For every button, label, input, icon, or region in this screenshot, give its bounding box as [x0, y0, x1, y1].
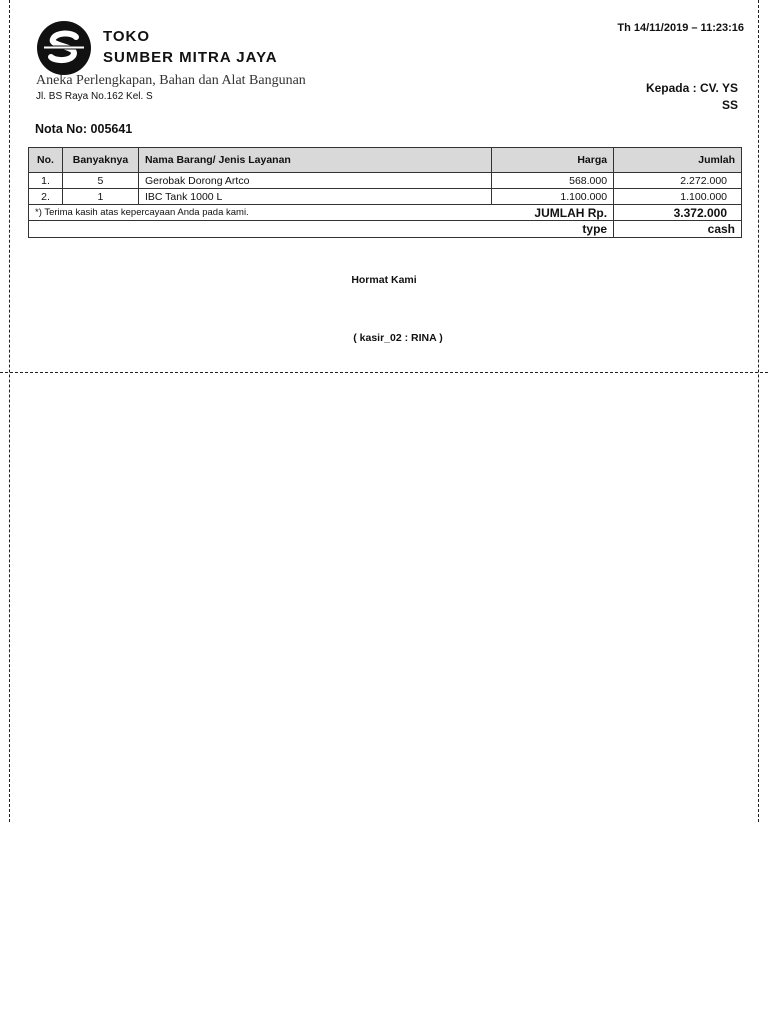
shop-tagline: Aneka Perlengkapan, Bahan dan Alat Bangunan: [36, 73, 306, 88]
shop-logo-icon: [36, 20, 92, 76]
row-item-name: IBC Tank 1000 L: [138, 189, 491, 205]
total-label: JUMLAH Rp.: [492, 205, 614, 221]
payment-type-label: type: [29, 221, 614, 238]
page-border-right: [758, 0, 759, 822]
total-value: 3.372.000: [614, 205, 742, 221]
payment-type-value: cash: [614, 221, 742, 238]
header-no: No.: [29, 148, 63, 173]
row-item-name: Gerobak Dorong Artco: [138, 173, 491, 189]
header-amount: Jumlah: [614, 148, 742, 173]
header-price: Harga: [492, 148, 614, 173]
total-row: [29, 205, 742, 221]
cashier-signature: ( kasir_02 : RINA ): [353, 332, 443, 344]
table-row: [29, 189, 742, 205]
recipient-line-1: Kepada : CV. YS: [645, 81, 738, 95]
row-amount: 2.272.000: [614, 173, 742, 189]
items-table: [28, 147, 742, 238]
payment-type-row: [29, 221, 742, 238]
recipient-line-2: SS: [721, 98, 738, 112]
table-header-row: [29, 148, 742, 173]
shop-label: TOKO: [103, 28, 151, 45]
closing-greeting: Hormat Kami: [351, 274, 417, 286]
row-amount: 1.100.000: [614, 189, 742, 205]
nota-number: Nota No: 005641: [35, 122, 133, 136]
row-no: 2.: [29, 189, 63, 205]
row-no: 1.: [29, 173, 63, 189]
receipt-datetime: Th 14/11/2019 – 11:23:16: [617, 22, 744, 34]
row-price: 1.100.000: [492, 189, 614, 205]
row-price: 568.000: [492, 173, 614, 189]
recipient: [590, 80, 738, 114]
row-qty: 1: [62, 189, 138, 205]
thank-you-note: *) Terima kasih atas kepercayaan Anda pada kami.: [29, 205, 492, 221]
page-cut-line: [0, 372, 768, 373]
table-row: [29, 173, 742, 189]
row-qty: 5: [62, 173, 138, 189]
header-qty: Banyaknya: [62, 148, 138, 173]
shop-name: SUMBER MITRA JAYA: [103, 49, 278, 66]
header-item-name: Nama Barang/ Jenis Layanan: [138, 148, 491, 173]
page-border-left: [9, 0, 10, 822]
shop-address: Jl. BS Raya No.162 Kel. S: [36, 91, 153, 102]
